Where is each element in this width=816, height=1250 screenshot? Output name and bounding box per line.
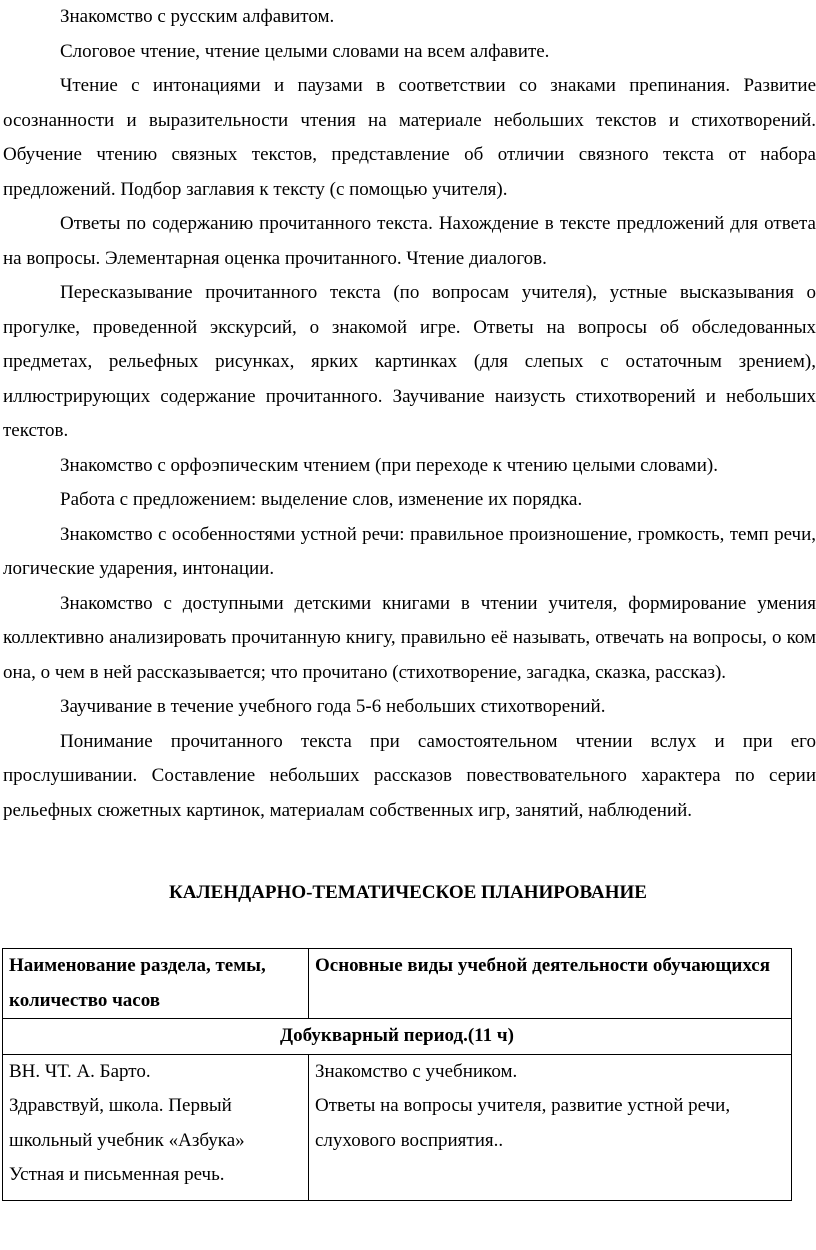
table-row bbox=[3, 1054, 792, 1200]
header-cell-activities: Основные виды учебной деятельности обучающихся bbox=[309, 949, 792, 1019]
paragraph: Понимание прочитанного текста при самостоятельном чтении вслух и при его прослушивании. Составление небольших рассказов повествовательного характера по серии рельефных сюжетных картинок, материалам собственных игр, занятий, наблюдений. bbox=[3, 730, 816, 821]
paragraph: Заучивание в течение учебного года 5-6 небольших стихотворений. bbox=[60, 696, 606, 717]
section-heading: КАЛЕНДАРНО-ТЕМАТИЧЕСКОЕ ПЛАНИРОВАНИЕ bbox=[169, 882, 647, 903]
paragraph: Знакомство с особенностями устной речи: правильное произношение, громкость, темп речи, логические ударения, интонации. bbox=[3, 523, 816, 579]
topic-line: Здравствуй, школа. Первый bbox=[9, 1095, 232, 1116]
topic-line: ВН. ЧТ. А. Барто. bbox=[9, 1060, 151, 1082]
paragraph: Слоговое чтение, чтение целыми словами на всем алфавите. bbox=[60, 40, 550, 62]
planning-table bbox=[2, 948, 792, 1201]
body-text bbox=[3, 0, 816, 828]
table-section-row bbox=[3, 1019, 792, 1055]
paragraph: Знакомство с русским алфавитом. bbox=[60, 6, 335, 27]
topic-line: Устная и письменная речь. bbox=[9, 1164, 225, 1185]
topic-line: школьный учебник «Азбука» bbox=[9, 1129, 245, 1151]
paragraph: Знакомство с орфоэпическим чтением (при переходе к чтению целыми словами). bbox=[60, 454, 718, 476]
topic-cell bbox=[3, 1054, 309, 1200]
activity-line: Знакомство с учебником. bbox=[315, 1060, 518, 1082]
table-header-row bbox=[3, 949, 792, 1019]
paragraph: Знакомство с доступными детскими книгами в чтении учителя, формирование умения коллективно анализировать прочитанную книгу, правильно её называть, отвечать на вопросы, о ком она, о чем в ней рассказывается; что прочитано (стихотворение, загадка, сказка, рассказ). bbox=[3, 592, 816, 683]
paragraph: Работа с предложением: выделение слов, изменение их порядка. bbox=[60, 489, 583, 510]
activities-cell bbox=[309, 1054, 792, 1200]
section-title-cell: Добукварный период.(11 ч) bbox=[3, 1019, 792, 1055]
paragraph: Пересказывание прочитанного текста (по вопросам учителя), устные высказывания о прогулке, проведенной экскурсий, о знакомой игре. Ответы на вопросы об обследованных предметах, рельефных рисунках, ярких картинках (для слепых с остаточным зрением), иллюстрирующих содержание прочитанного. Заучивание наизусть стихотворений и небольших текстов. bbox=[3, 282, 816, 441]
paragraph: Ответы по содержанию прочитанного текста. Нахождение в тексте предложений для ответа на вопросы. Элементарная оценка прочитанного. Чтение диалогов. bbox=[3, 213, 816, 269]
header-cell-section: Наименование раздела, темы, количество часов bbox=[3, 949, 309, 1019]
paragraph: Чтение с интонациями и паузами в соответствии со знаками препинания. Развитие осознанности и выразительности чтения на материале небольших текстов и стихотворений. Обучение чтению связных текстов, представление об отличии связного текста от набора предложений. Подбор заглавия к тексту (с помощью учителя). bbox=[3, 75, 816, 200]
activity-line: Ответы на вопросы учителя, развитие устной речи, слухового восприятия.. bbox=[315, 1095, 731, 1151]
